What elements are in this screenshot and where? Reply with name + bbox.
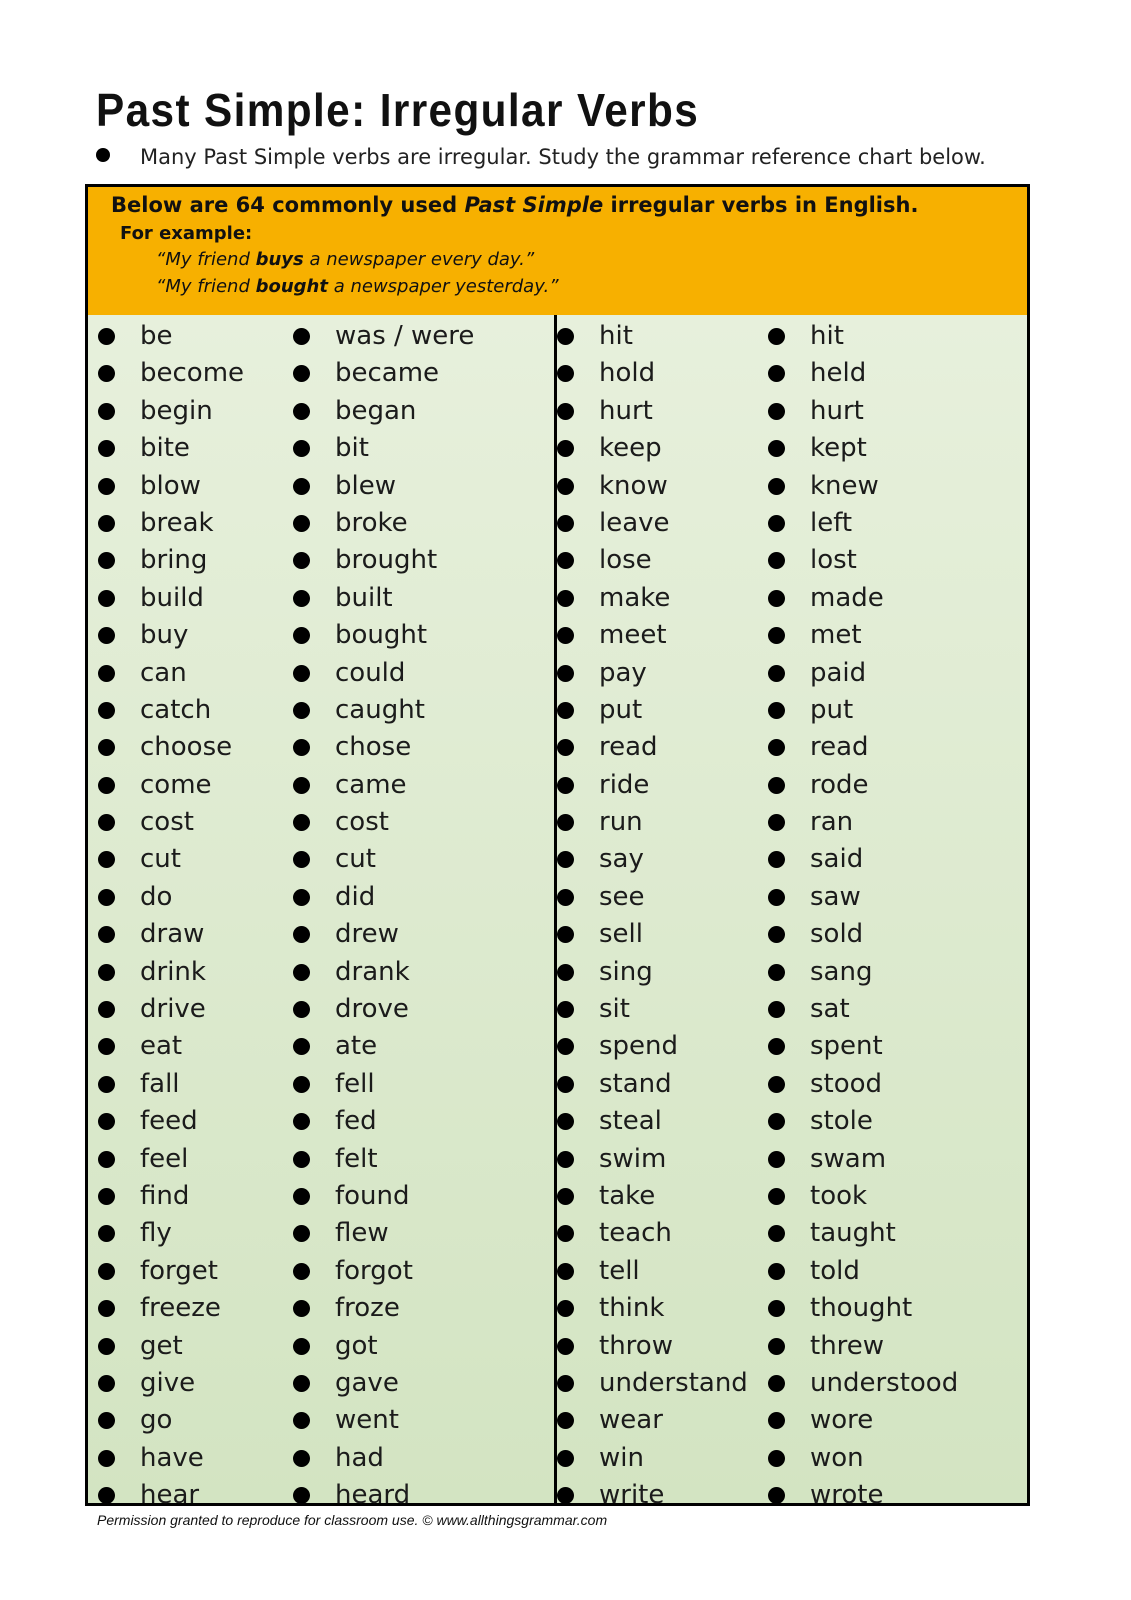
verb-text: stole — [810, 1106, 873, 1137]
verb-text: hurt — [599, 395, 653, 426]
verb-text: hit — [599, 321, 633, 351]
verb-text: was / were — [335, 321, 475, 351]
verb-text: read — [810, 732, 869, 763]
verb-text: saw — [810, 881, 861, 912]
verb-text: taught — [810, 1218, 896, 1249]
verb-text: feed — [140, 1106, 198, 1137]
verb-text: fall — [140, 1068, 180, 1099]
verb-text: drink — [140, 956, 206, 987]
example2-post: a newspaper yesterday.” — [327, 276, 559, 297]
verb-text: took — [810, 1180, 868, 1211]
verb-text: left — [810, 507, 853, 538]
example-past — [156, 276, 559, 297]
verb-text: blew — [335, 470, 396, 501]
verb-text: rode — [810, 769, 869, 800]
verb-text: put — [810, 694, 854, 725]
verb-text: take — [599, 1180, 656, 1211]
verb-text: hold — [599, 358, 656, 389]
verb-text: write — [599, 1480, 665, 1511]
verb-text: sat — [810, 994, 850, 1025]
verb-text: flew — [335, 1218, 389, 1249]
verb-text: gave — [335, 1367, 399, 1398]
verb-text: spent — [810, 1031, 883, 1062]
verb-text: win — [599, 1442, 644, 1473]
verb-text: said — [810, 844, 864, 875]
verb-text: buy — [140, 620, 189, 651]
verb-text: brought — [335, 545, 438, 576]
verb-text: freeze — [140, 1293, 221, 1324]
column-divider — [554, 315, 557, 1503]
page-title: Past Simple: Irregular Verbs — [96, 84, 700, 136]
verb-text: bit — [335, 433, 369, 464]
verb-text: kept — [810, 433, 867, 464]
verb-text: drove — [335, 994, 409, 1025]
verb-text: go — [140, 1405, 173, 1436]
verb-text: put — [599, 694, 643, 725]
example2-pre: “My friend — [156, 276, 256, 297]
verb-text: bring — [140, 545, 208, 576]
verb-text: threw — [810, 1330, 885, 1361]
verb-text: ran — [810, 807, 854, 838]
verb-text: draw — [140, 919, 205, 950]
verb-text: forgot — [335, 1255, 413, 1286]
verb-text: felt — [335, 1143, 378, 1174]
verb-text: could — [335, 657, 406, 688]
verb-text: make — [599, 582, 671, 613]
verb-text: heard — [335, 1480, 411, 1511]
verb-text: feel — [140, 1143, 189, 1174]
header-text-emphasis: Past Simple — [464, 193, 604, 217]
verb-text: think — [599, 1293, 665, 1324]
verb-text: hear — [140, 1480, 200, 1511]
verb-text: find — [140, 1180, 190, 1211]
verb-text: forget — [140, 1255, 218, 1286]
verb-text: knew — [810, 470, 879, 501]
footer-permission: Permission granted to reproduce for classroom use. © www.allthingsgrammar.com — [97, 1512, 608, 1528]
verb-text: met — [810, 620, 862, 651]
verb-text: catch — [140, 694, 212, 725]
verb-text: see — [599, 881, 645, 912]
verb-text: bought — [335, 620, 428, 651]
verb-text: break — [140, 507, 214, 538]
header-description — [111, 193, 918, 217]
verb-text: won — [810, 1442, 864, 1473]
verb-text: drew — [335, 919, 399, 950]
chart-header — [88, 187, 1027, 317]
verb-text: cost — [335, 807, 389, 838]
verb-text: swam — [810, 1143, 887, 1174]
verb-text: teach — [599, 1218, 672, 1249]
verb-text: cost — [140, 807, 194, 838]
verb-text: cut — [335, 844, 376, 875]
verb-text: wear — [599, 1405, 663, 1436]
header-text-2: irregular verbs in English. — [603, 193, 919, 217]
verb-text: throw — [599, 1330, 673, 1361]
verb-chart — [85, 184, 1030, 1511]
verb-text: got — [335, 1330, 378, 1361]
verb-text: lose — [599, 545, 652, 576]
example-present — [156, 249, 534, 270]
example1-post: a newspaper every day.” — [303, 249, 535, 270]
verb-text: be — [140, 321, 173, 351]
verb-text: blow — [140, 470, 201, 501]
verb-text: chose — [335, 732, 412, 763]
verb-text: ate — [335, 1031, 378, 1062]
verb-text: swim — [599, 1143, 667, 1174]
verb-text: caught — [335, 694, 425, 725]
verb-text: hit — [810, 321, 844, 351]
verb-text: run — [599, 807, 643, 838]
verb-text: can — [140, 657, 187, 688]
verb-text: become — [140, 358, 245, 389]
verb-text: give — [140, 1367, 196, 1398]
verb-text: sit — [599, 994, 630, 1025]
verb-text: know — [599, 470, 668, 501]
verb-text: froze — [335, 1293, 400, 1324]
verb-text: understood — [810, 1367, 959, 1398]
verb-text: made — [810, 582, 884, 613]
intro-label: Many Past Simple verbs are irregular. Study the grammar reference chart below. — [140, 145, 986, 169]
verb-text: eat — [140, 1031, 183, 1062]
verb-text: began — [335, 395, 417, 426]
verb-text: read — [599, 732, 658, 763]
verb-text: came — [335, 769, 407, 800]
verb-text: broke — [335, 507, 408, 538]
verb-text: spend — [599, 1031, 679, 1062]
verb-text: cut — [140, 844, 181, 875]
verb-text: come — [140, 769, 212, 800]
verb-text: stand — [599, 1068, 672, 1099]
verb-text: sang — [810, 956, 873, 987]
verb-text: lost — [810, 545, 857, 576]
verb-text: stood — [810, 1068, 883, 1099]
verb-text: meet — [599, 620, 667, 651]
verb-text: told — [810, 1255, 860, 1286]
example1-pre: “My friend — [156, 249, 256, 270]
verb-text: wore — [810, 1405, 874, 1436]
verb-text: held — [810, 358, 867, 389]
verb-text: do — [140, 881, 173, 912]
verb-text: thought — [810, 1293, 913, 1324]
verb-text: sold — [810, 919, 864, 950]
verb-text: wrote — [810, 1480, 884, 1511]
example2-verb: bought — [255, 276, 328, 297]
verb-text: paid — [810, 657, 867, 688]
verb-text: begin — [140, 395, 213, 426]
verb-text: understand — [599, 1367, 748, 1398]
verb-text: pay — [599, 657, 647, 688]
verb-text: became — [335, 358, 440, 389]
verb-text: had — [335, 1442, 384, 1473]
verb-text: drive — [140, 994, 206, 1025]
verb-text: sing — [599, 956, 653, 987]
verb-text: hurt — [810, 395, 864, 426]
verb-text: keep — [599, 433, 662, 464]
verb-text: fly — [140, 1218, 172, 1249]
example1-verb: buys — [255, 249, 304, 270]
verb-text: drank — [335, 956, 410, 987]
verb-text: ride — [599, 769, 650, 800]
verb-text: steal — [599, 1106, 662, 1137]
verb-text: fed — [335, 1106, 377, 1137]
intro-text — [96, 143, 986, 171]
verb-text: have — [140, 1442, 204, 1473]
verb-text: bite — [140, 433, 190, 464]
verb-text: did — [335, 881, 376, 912]
verb-list-area — [88, 315, 1027, 1511]
verb-text: found — [335, 1180, 410, 1211]
verb-text: tell — [599, 1255, 640, 1286]
verb-text: sell — [599, 919, 643, 950]
verb-text: fell — [335, 1068, 375, 1099]
verb-text: say — [599, 844, 644, 875]
verb-text: leave — [599, 507, 670, 538]
verb-text: build — [140, 582, 204, 613]
header-text-1: Below are 64 commonly used — [111, 193, 465, 217]
verb-text: get — [140, 1330, 183, 1361]
verb-text: built — [335, 582, 393, 613]
verb-text: choose — [140, 732, 233, 763]
bullet-icon — [96, 148, 110, 162]
verb-text: went — [335, 1405, 399, 1436]
example-label: For example: — [120, 223, 253, 244]
